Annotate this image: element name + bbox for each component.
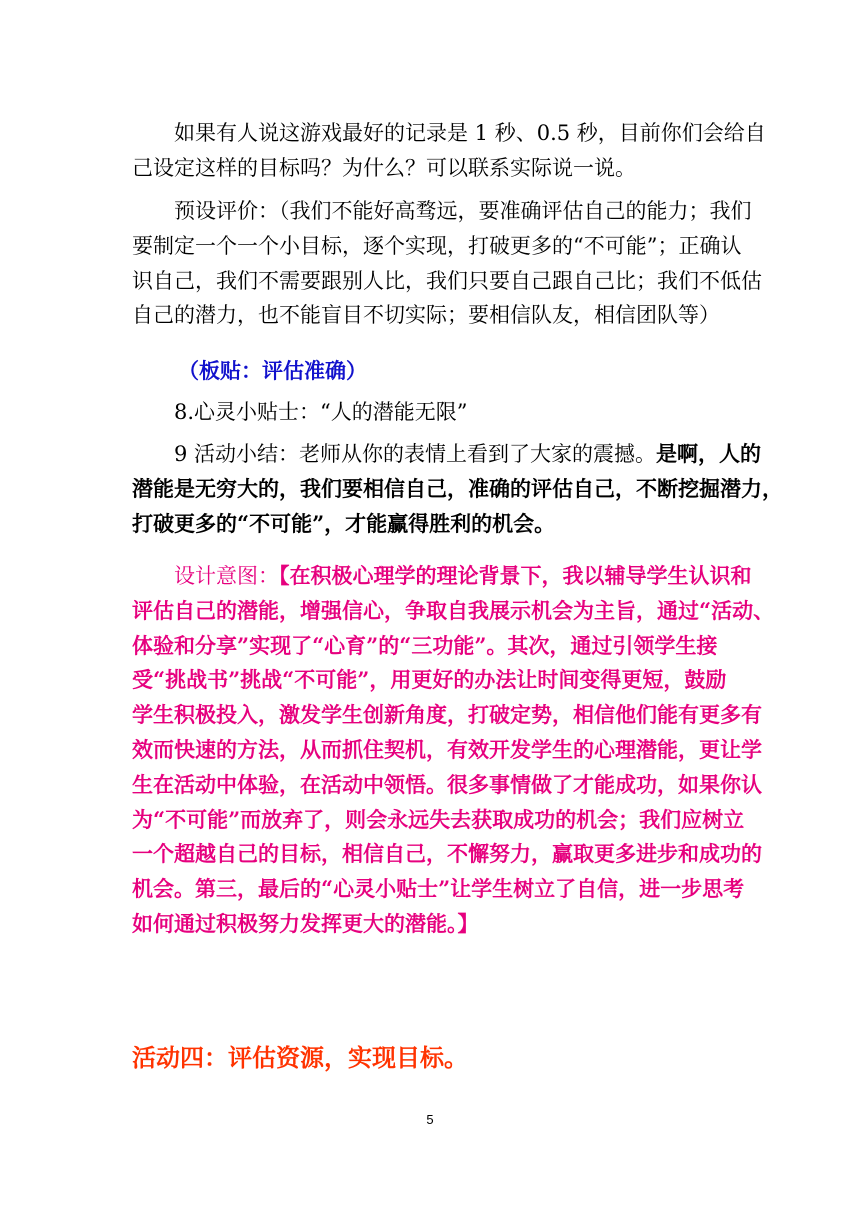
- text-line: 预设评价：（我们不能好高骛远，要准确评估自己的能力；我们: [174, 199, 752, 223]
- text-line: 学生积极投入，激发学生创新角度，打破定势，相信他们能有更多有: [132, 702, 762, 728]
- section-heading: 活动四：评估资源，实现目标。: [132, 1044, 468, 1072]
- question-paragraph: [132, 116, 766, 186]
- page-number: 5: [426, 1112, 434, 1127]
- summary-lead: 9 活动小结：老师从你的表情上看到了大家的震撼。: [174, 442, 657, 466]
- design-intent-label: 设计意图：: [174, 564, 279, 588]
- text-line: 体验和分享”实现了“心育”的“三功能”。其次，通过引领学生接: [132, 632, 718, 658]
- text-line: 受“挑战书”挑战“不可能”，用更好的办法让时间变得更短，鼓励: [132, 667, 727, 693]
- text-line: 评估自己的潜能，增强信心，争取自我展示机会为主旨，通过“活动、: [132, 597, 775, 623]
- preset-evaluation-paragraph: [132, 194, 762, 333]
- activity-summary-paragraph: [132, 437, 783, 541]
- text-line: 效而快速的方法，从而抓住契机，有效开发学生的心理潜能，更让学: [132, 736, 762, 762]
- text-line: [132, 559, 752, 594]
- text-line: 要制定一个一个小目标，逐个实现，打破更多的“不可能”；正确认: [132, 233, 742, 258]
- text-line: 生在活动中体验，在活动中领悟。很多事情做了才能成功，如果你认: [132, 771, 762, 797]
- text-line: 自己的潜力，也不能盲目不切实际；要相信队友，相信团队等）: [132, 303, 720, 328]
- text-line: 潜能是无穷大的，我们要相信自己，准确的评估自己，不断挖掘潜力，: [132, 475, 783, 501]
- design-intent-paragraph: [132, 559, 775, 942]
- text-line: 打破更多的“不可能”，才能赢得胜利的机会。: [132, 510, 556, 536]
- text-line: 识自己，我们不需要跟别人比，我们只要自己跟自己比；我们不低估: [132, 268, 762, 293]
- design-intent-text: 【在积极心理学的理论背景下，我以辅导学生认识和: [279, 563, 752, 588]
- summary-bold-text: 是啊，人的: [656, 441, 762, 466]
- board-note: （板贴：评估准确）: [178, 358, 367, 383]
- text-line: 一个超越自己的目标，相信自己，不懈努力，赢取更多进步和成功的: [132, 841, 762, 867]
- text-line: 如何通过积极努力发挥更大的潜能。】: [132, 910, 479, 936]
- heart-tip-text: 8.心灵小贴士：“人的潜能无限”: [174, 400, 468, 424]
- heart-tip-line: [174, 395, 468, 429]
- text-line: [132, 437, 762, 472]
- text-line: 如果有人说这游戏最好的记录是 1 秒、0.5 秒，目前你们会给自: [174, 121, 766, 145]
- text-line: 己设定这样的目标吗？为什么？可以联系实际说一说。: [132, 155, 636, 180]
- text-line: 机会。第三，最后的“心灵小贴士”让学生树立了自信，进一步思考: [132, 876, 745, 902]
- text-line: 为“不可能”而放弃了，则会永远失去获取成功的机会；我们应树立: [132, 806, 745, 832]
